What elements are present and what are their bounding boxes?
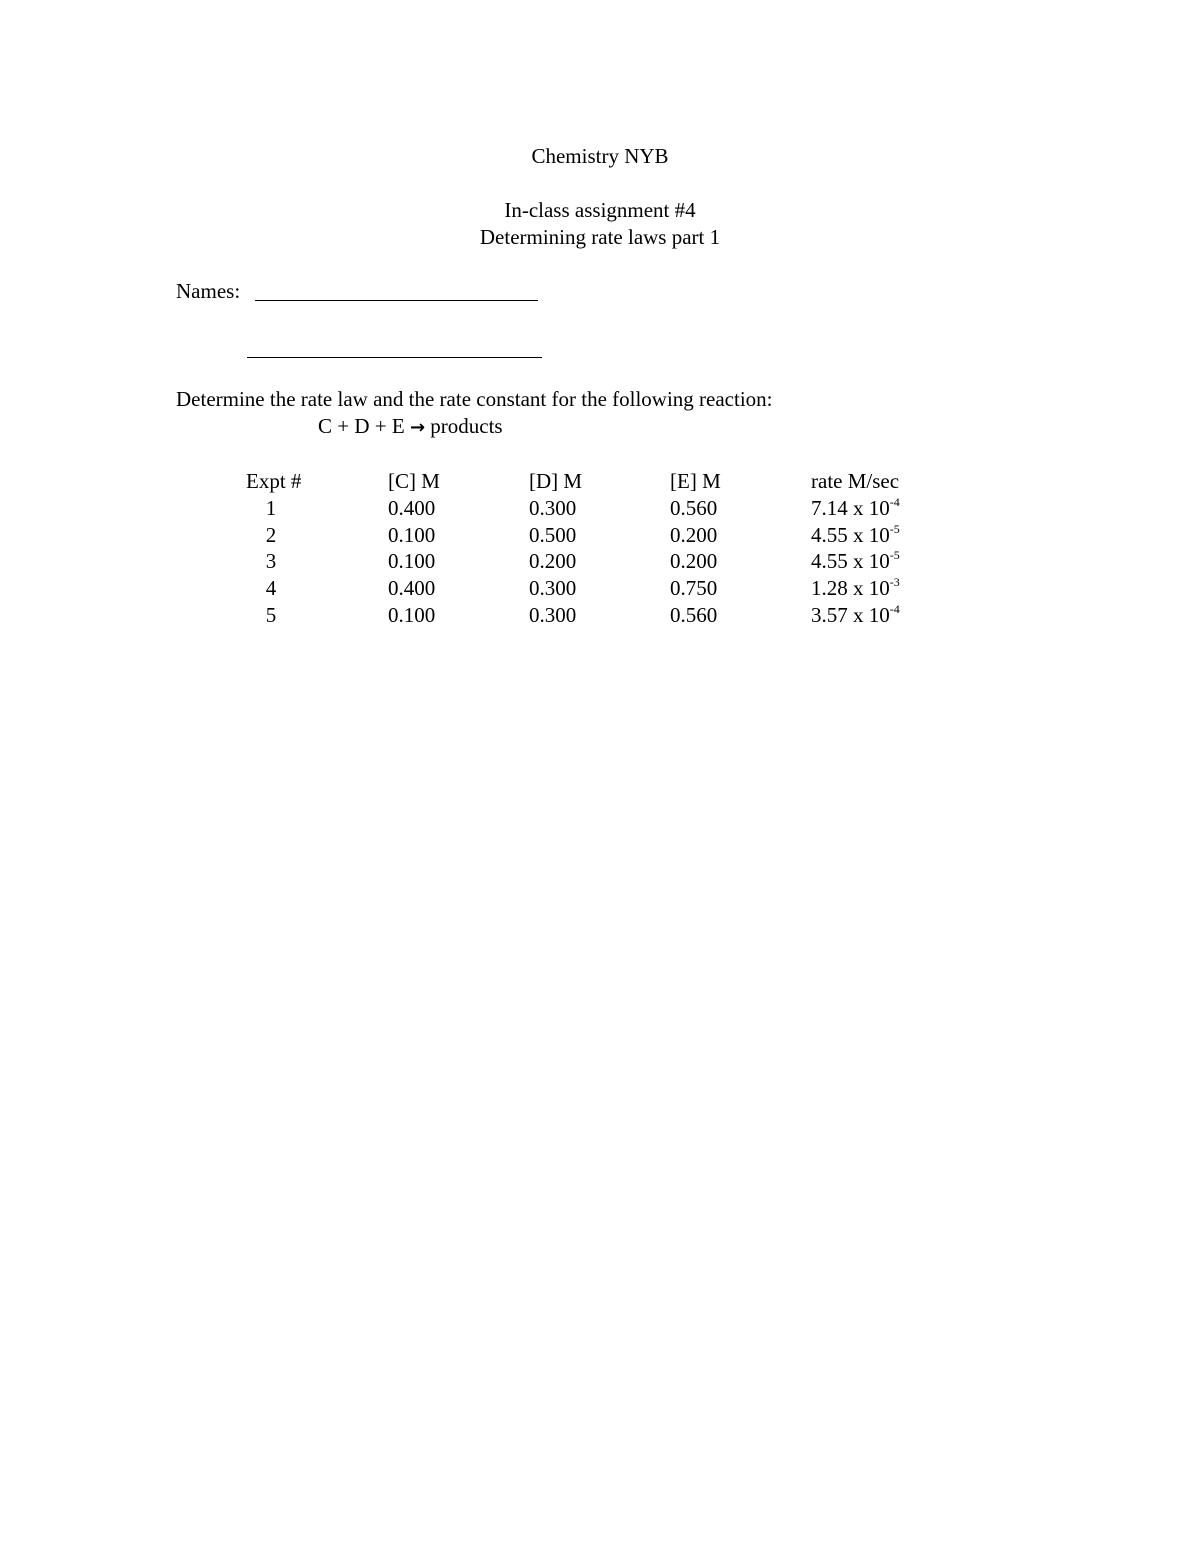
conc-e-value: 0.200 (670, 523, 718, 547)
conc-c-value: 0.100 (388, 549, 436, 573)
conc-d-value: 0.300 (529, 576, 577, 600)
header-conc-c: [C] M (388, 469, 440, 493)
rate-mantissa: 7.14 x 10 (811, 496, 890, 520)
rate-value (811, 575, 900, 600)
reaction-arrow-icon: → (409, 417, 426, 438)
header-expt: Expt # (246, 469, 302, 493)
reaction-reactants: C + D + E (318, 414, 405, 438)
conc-c-value: 0.400 (388, 496, 436, 520)
rate-value (811, 522, 900, 547)
rate-exponent: -4 (889, 495, 900, 509)
name-blank-1 (255, 300, 538, 301)
conc-e-value: 0.200 (670, 549, 718, 573)
rate-mantissa: 1.28 x 10 (811, 576, 890, 600)
expt-number: 5 (265, 603, 277, 627)
conc-d-value: 0.300 (529, 496, 577, 520)
reaction-equation (318, 416, 503, 437)
rate-value (811, 495, 900, 520)
header-conc-e: [E] M (670, 469, 721, 493)
expt-number: 4 (265, 576, 277, 600)
rate-exponent: -5 (889, 548, 900, 562)
expt-number: 3 (265, 549, 277, 573)
rate-exponent: -4 (889, 602, 900, 616)
rate-exponent: -3 (889, 575, 900, 589)
conc-c-value: 0.100 (388, 523, 436, 547)
name-blank-2 (247, 357, 542, 358)
conc-d-value: 0.500 (529, 523, 577, 547)
topic-title: Determining rate laws part 1 (479, 225, 721, 249)
rate-exponent: -5 (889, 522, 900, 536)
course-title: Chemistry NYB (531, 144, 669, 168)
conc-c-value: 0.400 (388, 576, 436, 600)
conc-e-value: 0.560 (670, 603, 718, 627)
rate-mantissa: 4.55 x 10 (811, 549, 890, 573)
conc-e-value: 0.750 (670, 576, 718, 600)
expt-number: 1 (265, 496, 277, 520)
reaction-products: products (430, 414, 503, 438)
expt-number: 2 (265, 523, 277, 547)
conc-d-value: 0.200 (529, 549, 577, 573)
header-rate: rate M/sec (811, 469, 900, 493)
names-label: Names: (176, 279, 241, 303)
conc-d-value: 0.300 (529, 603, 577, 627)
conc-c-value: 0.100 (388, 603, 436, 627)
conc-e-value: 0.560 (670, 496, 718, 520)
rate-mantissa: 3.57 x 10 (811, 603, 890, 627)
rate-mantissa: 4.55 x 10 (811, 523, 890, 547)
rate-value (811, 602, 900, 627)
question-prompt: Determine the rate law and the rate constant for the following reaction: (176, 387, 773, 411)
assignment-title: In-class assignment #4 (504, 198, 696, 222)
header-conc-d: [D] M (529, 469, 583, 493)
rate-value (811, 548, 900, 573)
